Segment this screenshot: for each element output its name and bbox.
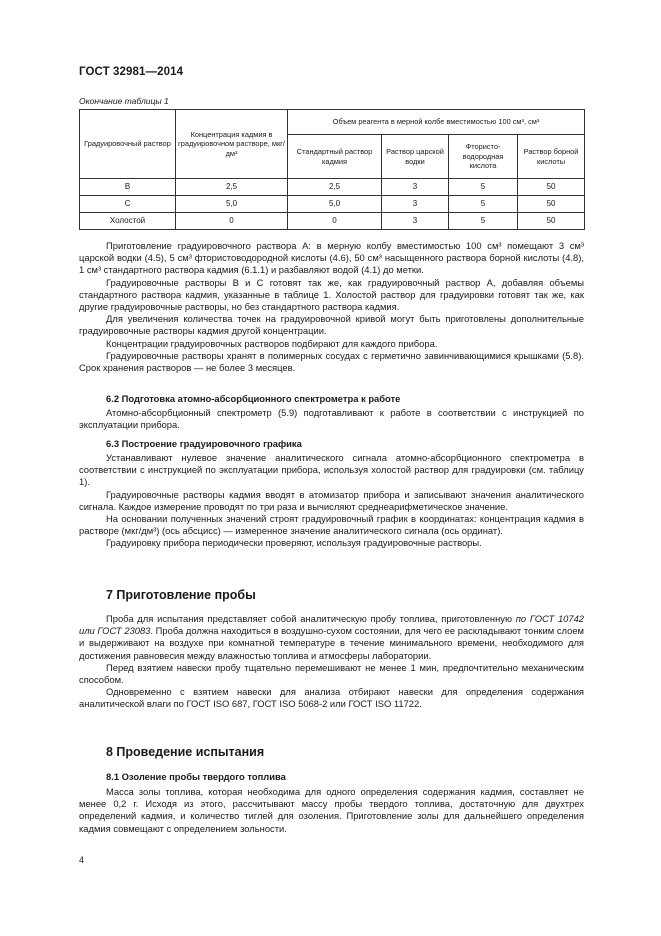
paragraph: Градуировочные растворы В и С готовят так же, как градуировочный раствор А, добавляя объемы стандартного раствора кадмия, указанные в таблице 1. Холостой раствор для градуировки готовят так же, как другие градуировочные растворы, но без стандартного раствора кадмия.: [79, 276, 584, 313]
header-concentration: Концентрация кадмия в градуировочном растворе, мкг/дм³: [176, 110, 288, 179]
section-8-heading: 8 Проведение испытания: [106, 745, 265, 759]
table-row: [80, 213, 585, 230]
paragraph: Устанавливают нулевое значение аналитического сигнала атомно-абсорбционного спектрометра в соответствии с инструкцией по эксплуатации прибора, используя холостой раствор для градуировки (см. таблицу 1).: [79, 452, 584, 488]
table-cell: 2,5: [288, 179, 382, 196]
table-cell: 3: [382, 213, 449, 230]
section-8-1-text: [79, 786, 584, 835]
subsection-8-1-heading: 8.1 Озоление пробы твердого топлива: [106, 771, 286, 782]
paragraph: Приготовление градуировочного раствора А: в мерную колбу вместимостью 100 см³ помещают 3 см³ царской водки (4.5), 5 см³ фтористоводородной кислоты (4.6), 50 см³ насыщенного раствора борной кислоты (4.8), 1 см³ стандартного раствора кадмия (6.1.1) и разбавляют водой (4.1) до метки.: [79, 240, 584, 276]
paragraph: [79, 613, 584, 662]
table-caption: Окончание таблицы 1: [79, 96, 169, 106]
header-boric: Раствор борной кислоты: [518, 135, 585, 179]
table-row: [80, 179, 585, 196]
table-cell: 0: [288, 213, 382, 230]
table-cell: В: [80, 179, 176, 196]
section-7-heading: 7 Приготовление пробы: [106, 588, 256, 602]
table-cell: 5,0: [288, 196, 382, 213]
header-aqua-regia: Раствор царской водки: [382, 135, 449, 179]
paragraph-text: . Проба должна находиться в воздушно-сухом состоянии, для чего ее раскладывают тонким слоем и выдерживают на воздухе при комнатной температуре в течение минимального времени, необходимого для достижения равновесия между влажностью топлива и атмосферы лаборатории.: [79, 625, 584, 661]
page-number: 4: [79, 855, 85, 865]
subsection-6-3-heading: 6.3 Построение градуировочного графика: [106, 438, 302, 449]
section-6-2-text: [79, 407, 584, 431]
table-cell: 5: [449, 196, 518, 213]
paragraph: На основании полученных значений строят градуировочный график в координатах: концентрация кадмия в растворе (мкг/дм³) (ось абсцисс) — измеренное значение аналитического сигнала (ось ординат).: [79, 513, 584, 537]
paragraph: Градуировку прибора периодически проверяют, используя градуировочные растворы.: [106, 537, 482, 549]
table-cell: 5: [449, 179, 518, 196]
table-cell: 5: [449, 213, 518, 230]
table-cell: 2,5: [176, 179, 288, 196]
header-hf: Фтористо-водородная кислота: [449, 135, 518, 179]
paragraph: Атомно-абсорбционный спектрометр (5.9) подготавливают к работе в соответствии с инструкцией по эксплуатации прибора.: [79, 407, 584, 431]
table-row: [80, 196, 585, 213]
table-cell: 50: [518, 179, 585, 196]
paragraph-text: Проба для испытания представляет собой аналитическую пробу топлива, приготовленную: [106, 613, 516, 624]
section-6-1-text: [79, 240, 584, 374]
table-cell: 3: [382, 196, 449, 213]
header-solution: Градуировочный раствор: [80, 110, 176, 179]
section-7-text: [79, 613, 584, 711]
document-header: ГОСТ 32981—2014: [79, 66, 184, 78]
paragraph: Масса золы топлива, которая необходима для одного определения содержания кадмия, составляет не менее 0,2 г. Исходя из этого, рассчитывают массу пробы твердого топлива, достаточную для двухтрех определений кадмия, и количество тиглей для озоления. Приготовление золы для дальнейшего определения кадмия совмещают с определением зольности.: [79, 786, 584, 834]
paragraph: Градуировочные растворы хранят в полимерных сосудах с герметично завинчивающимися крышками (5.8). Срок хранения растворов — не более 3 месяцев.: [79, 349, 584, 374]
paragraph: Одновременно с взятием навески для анализа отбирают навески для определения содержания аналитической влаги по ГОСТ ISO 687, ГОСТ ISO 5068-2 или ГОСТ ISO 11722.: [79, 686, 584, 710]
calibration-table: [79, 109, 585, 230]
paragraph: Для увеличения количества точек на градуировочной кривой могут быть приготовлены дополнительные градуировочные растворы кадмия другой концентрации.: [79, 313, 584, 337]
table-cell: 5,0: [176, 196, 288, 213]
subsection-6-2-heading: 6.2 Подготовка атомно-абсорбционного спектрометра к работе: [106, 393, 401, 404]
standard-reference: по ГОСТ 10742 или ГОСТ 23083: [79, 613, 585, 637]
table-cell: 3: [382, 179, 449, 196]
section-6-3-text: [79, 452, 584, 550]
table-cell: 50: [518, 213, 585, 230]
table-cell: 50: [518, 196, 585, 213]
paragraph: Концентрации градуировочных растворов подбирают для каждого прибора.: [106, 337, 438, 349]
header-standard: Стандартный раствор кадмия: [288, 135, 382, 179]
table-cell: 0: [176, 213, 288, 230]
table-cell: Холостой: [80, 213, 176, 230]
header-volume-group: Объем реагента в мерной колбе вместимостью 100 см³, см³: [288, 110, 585, 135]
paragraph: Градуировочные растворы кадмия вводят в атомизатор прибора и записывают значения аналитического сигнала. Каждое измерение проводят по три раза и вычисляют среднеарифметическое значение.: [79, 488, 584, 512]
paragraph: Перед взятием навески пробу тщательно перемешивают не менее 1 мин, предпочтительно механическим способом.: [79, 661, 584, 686]
table-cell: С: [80, 196, 176, 213]
